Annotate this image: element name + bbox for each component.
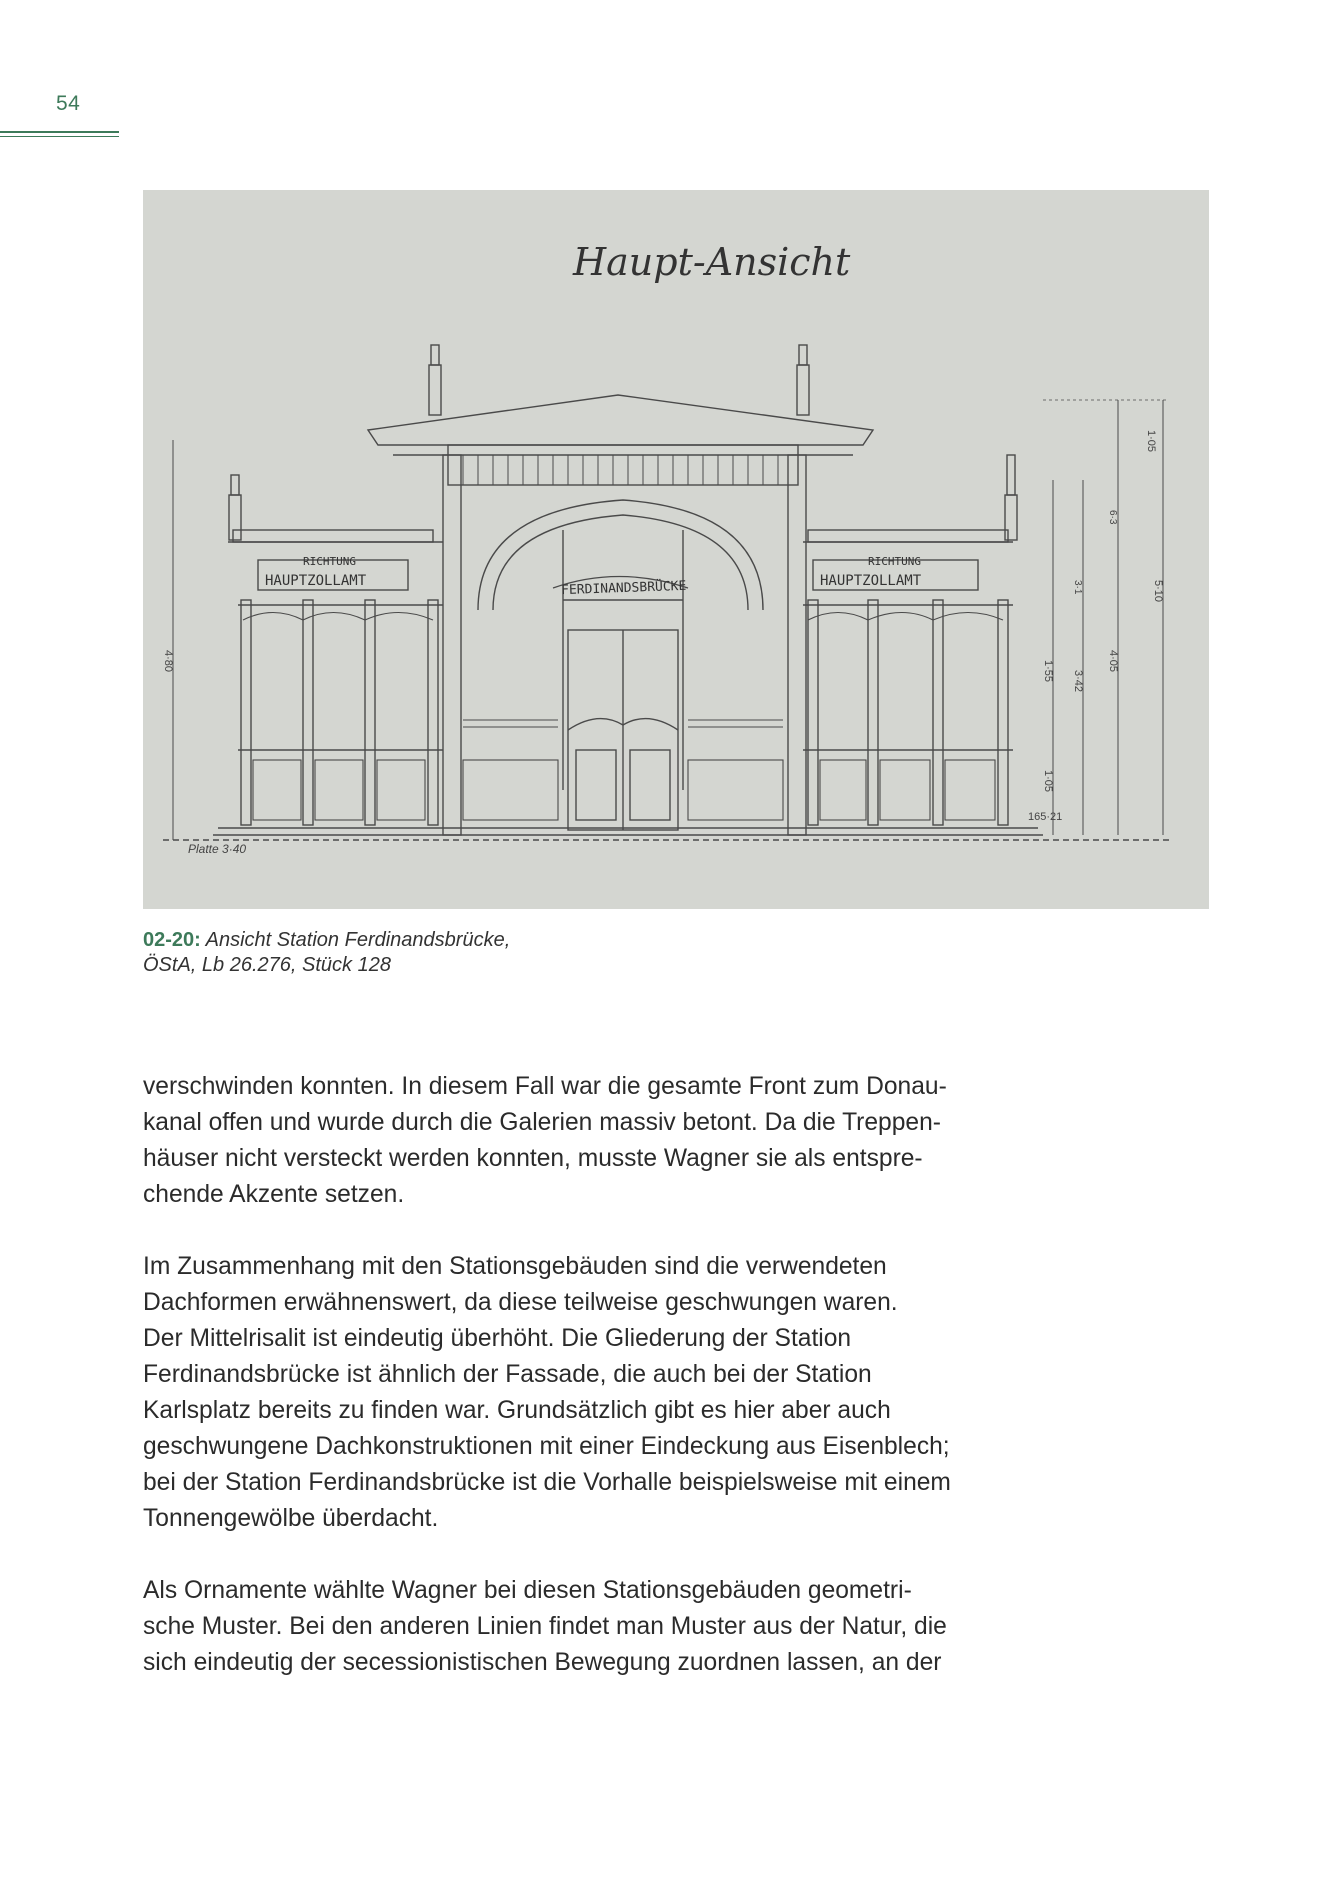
caption-line-2: ÖStA, Lb 26.276, Stück 128 — [143, 954, 391, 976]
text-line: Ferdinandsbrücke ist ähnlich der Fassade, die auch bei der Station — [143, 1361, 872, 1388]
right-sign-line1: RICHTUNG — [868, 555, 921, 568]
dim-3: 3·1 — [1072, 580, 1083, 595]
text-line: sich eindeutig der secessionistischen Bewegung zuordnen lassen, an der — [143, 1649, 942, 1676]
left-sign-line2: HAUPTZOLLAMT — [265, 573, 367, 589]
text-line: häuser nicht versteckt werden konnten, musste Wagner sie als entspre- — [143, 1145, 923, 1172]
left-sign-line1: RICHTUNG — [303, 555, 356, 568]
text-line: Der Mittelrisalit ist eindeutig überhöht. Die Gliederung der Station — [143, 1325, 852, 1352]
right-sign-line2: HAUPTZOLLAMT — [820, 573, 922, 589]
text-line: Karlsplatz bereits zu finden war. Grundsätzlich gibt es hier aber auch — [143, 1397, 891, 1424]
elevation-drawing — [143, 190, 1209, 909]
dim-level: 165·21 — [1028, 811, 1063, 823]
header-rule-thin — [0, 136, 119, 137]
text-line: Dachformen erwähnenswert, da diese teilweise geschwungen waren. — [143, 1289, 898, 1316]
dim-left-height: 4·80 — [162, 650, 174, 673]
dim-7: 4·05 — [1107, 650, 1119, 673]
dim-8: 5·10 — [1152, 580, 1164, 603]
body-text — [143, 1069, 1043, 1717]
text-line: Im Zusammenhang mit den Stationsgebäuden sind die verwendeten — [143, 1253, 887, 1280]
text-line: verschwinden konnten. In diesem Fall war die gesamte Front zum Donau- — [143, 1073, 947, 1100]
text-line: sche Muster. Bei den anderen Linien findet man Muster aus der Natur, die — [143, 1613, 947, 1640]
text-line: kanal offen und wurde durch die Galerien massiv betont. Da die Treppen- — [143, 1109, 941, 1136]
dim-4: 1·55 — [1042, 660, 1054, 683]
figure-caption — [143, 928, 843, 978]
center-sign: FERDINANDSBRÜCKE — [560, 578, 687, 599]
page-number: 54 — [56, 92, 81, 115]
paragraph-1 — [143, 1069, 1043, 1213]
text-line: geschwungene Dachkonstruktionen mit einer Eindeckung aus Eisenblech; — [143, 1433, 950, 1460]
dim-6: 3·42 — [1072, 670, 1084, 693]
paragraph-3 — [143, 1573, 1043, 1681]
dim-1: 1·05 — [1145, 430, 1157, 453]
text-line: chende Akzente setzen. — [143, 1181, 405, 1208]
text-line: Als Ornamente wählte Wagner bei diesen Stationsgebäuden geometri- — [143, 1577, 912, 1604]
text-line: bei der Station Ferdinandsbrücke ist die Vorhalle beispielsweise mit einem — [143, 1469, 951, 1496]
caption-line-1: Ansicht Station Ferdinandsbrücke, — [205, 929, 511, 951]
text-line: Tonnengewölbe überdacht. — [143, 1505, 439, 1532]
dim-5: 1·05 — [1042, 770, 1054, 793]
dim-2: 6·3 — [1107, 510, 1118, 525]
figure-image — [143, 190, 1209, 909]
paragraph-2 — [143, 1249, 1043, 1537]
drawing-title: Haupt-Ansicht — [573, 240, 851, 284]
caption-number: 02-20: — [143, 929, 201, 951]
ground-label: Platte 3·40 — [188, 842, 247, 856]
header-rule — [0, 131, 119, 133]
